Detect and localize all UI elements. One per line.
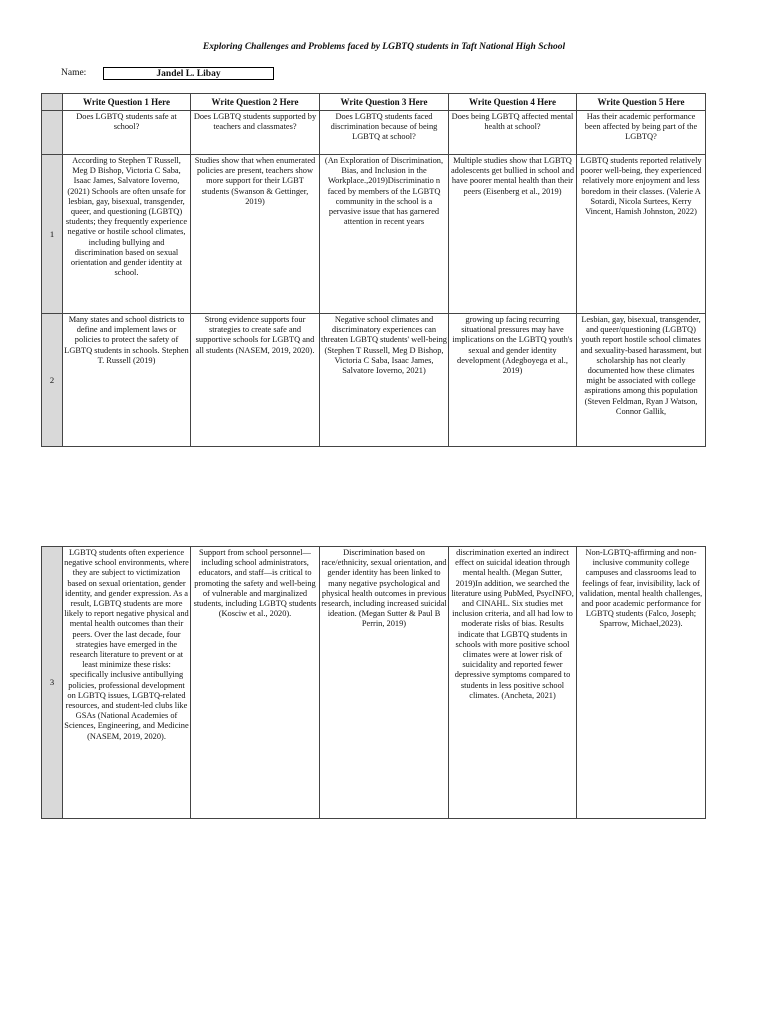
answer-cell: Support from school personnel—including school administrators, educators, and staff—is critical to promoting the safety and well-being of vulnerable and marginalized students, including LGBTQ students (Kosciw et al., 2020). bbox=[191, 547, 320, 819]
answer-cell: Non-LGBTQ-affirming and non-inclusive community college campuses and classrooms lead to feelings of fear, invisibility, lack of validation, mental health challenges, and poor academic performance for LGBTQ students (Falco, Joseph; Sparrow, Michael,2023). bbox=[577, 547, 706, 819]
header-corner-cell bbox=[42, 94, 63, 111]
answer-cell: Studies show that when enumerated policies are present, teachers show more support for their LGBT students (Swanson & Gettinger, 2019) bbox=[191, 155, 320, 314]
question-3-cell: Does LGBTQ students faced discrimination because of being LGBTQ at school? bbox=[320, 111, 449, 155]
research-table-page-1 bbox=[41, 93, 706, 447]
answer-cell: Negative school climates and discriminatory experiences can threaten LGBTQ students' well-being (Stephen T Russell, Meg D Bishop, Victoria C Saba, Isaac James, Salvatore Ioverno, 2021) bbox=[320, 314, 449, 447]
answer-cell: According to Stephen T Russell, Meg D Bishop, Victoria C Saba, Isaac James, Salvatore Ioverno, (2021) Schools are often unsafe for lesbian, gay, bisexual, transgender, queer, and questioning (LGBTQ) students; they frequently experience negative or hostile school climates, including bullying and discrimination based on sexual orientation and gender identity at school. bbox=[63, 155, 191, 314]
header-question-5: Write Question 5 Here bbox=[577, 94, 706, 111]
table-row bbox=[42, 155, 706, 314]
questions-row bbox=[42, 111, 706, 155]
answer-cell: (An Exploration of Discrimination, Bias, and Inclusion in the Workplace.,2019)Discriminatio n faced by members of the LGBTQ community in the school is a pervasive issue that has garnered attention in recent years bbox=[320, 155, 449, 314]
answer-cell: LGBTQ students reported relatively poorer well-being, they experienced relatively more enjoyment and less boredom in their classes. (Valerie A Sotardi, Nicola Surtees, Kerry Vincent, Hamish Johnston, 2022) bbox=[577, 155, 706, 314]
question-1-cell: Does LGBTQ students safe at school? bbox=[63, 111, 191, 155]
table-row bbox=[42, 547, 706, 819]
answer-cell: LGBTQ students often experience negative school environments, where they are subject to victimization based on sexual orientation, gender identity, and gender expression. As a result, LGBTQ students are more likely to report negative physical and mental health outcomes than their peers. Over the last decade, four strategies have emerged in the research literature to prevent or at least minimize these risks: specifically inclusive antibullying policies, professional development on LGBTQ issues, LGBTQ-related resources, and student-led clubs like GSAs (National Academies of Sciences, Engineering, and Medicine (NASEM, 2019, 2020). bbox=[63, 547, 191, 819]
row-number-cell: 1 bbox=[42, 155, 63, 314]
header-question-4: Write Question 4 Here bbox=[449, 94, 577, 111]
question-4-cell: Does being LGBTQ affected mental health at school? bbox=[449, 111, 577, 155]
answer-cell: Discrimination based on race/ethnicity, sexual orientation, and gender identity has been linked to many negative psychological and physical health outcomes in previous research, including increased suicidal ideation. (Megan Sutter & Paul B Perrin, 2019) bbox=[320, 547, 449, 819]
name-field[interactable]: Jandel L. Libay bbox=[103, 67, 274, 80]
header-row bbox=[42, 94, 706, 111]
header-question-3: Write Question 3 Here bbox=[320, 94, 449, 111]
table-row bbox=[42, 314, 706, 447]
header-question-2: Write Question 2 Here bbox=[191, 94, 320, 111]
answer-cell: Lesbian, gay, bisexual, transgender, and queer/questioning (LGBTQ) youth report hostile school climates and sexuality-based harassment, but scholarship has not clearly documented how these climates might be associated with college aspirations among this population (Steven Feldman, Ryan J Watson, Connor Gallik, bbox=[577, 314, 706, 447]
answer-cell: Strong evidence supports four strategies to create safe and supportive schools for LGBTQ and all students (NASEM, 2019, 2020). bbox=[191, 314, 320, 447]
question-5-cell: Has their academic performance been affected by being part of the LGBTQ? bbox=[577, 111, 706, 155]
row-number-cell: 3 bbox=[42, 547, 63, 819]
answer-cell: discrimination exerted an indirect effect on suicidal ideation through mental health. (Megan Sutter, 2019)In addition, we searched the literature using PubMed, PsycINFO, and CINAHL. Six studies met inclusion criteria, and all had low to moderate risks of bias. Results indicate that LGBTQ students in schools with more positive school climates were at lower risk of suicidality and reported fewer depressive symptoms compared to students in less positive school climates. (Ancheta, 2021) bbox=[449, 547, 577, 819]
header-question-1: Write Question 1 Here bbox=[63, 94, 191, 111]
answer-cell: Many states and school districts to define and implement laws or policies to protect the safety of LGBTQ students in schools. Stephen T. Russell (2019) bbox=[63, 314, 191, 447]
document-title: Exploring Challenges and Problems faced by LGBTQ students in Taft National High School bbox=[202, 42, 566, 52]
questions-row-number-cell bbox=[42, 111, 63, 155]
row-number-cell: 2 bbox=[42, 314, 63, 447]
research-table-page-2 bbox=[41, 546, 706, 819]
answer-cell: growing up facing recurring situational pressures may have implications on the LGBTQ youth's sexual and gender identity development (Adegboyega et al., 2019) bbox=[449, 314, 577, 447]
name-label: Name: bbox=[61, 68, 87, 78]
question-2-cell: Does LGBTQ students supported by teachers and classmates? bbox=[191, 111, 320, 155]
answer-cell: Multiple studies show that LGBTQ adolescents get bullied in school and have poorer mental health than their peers (Eisenberg et al., 2019) bbox=[449, 155, 577, 314]
